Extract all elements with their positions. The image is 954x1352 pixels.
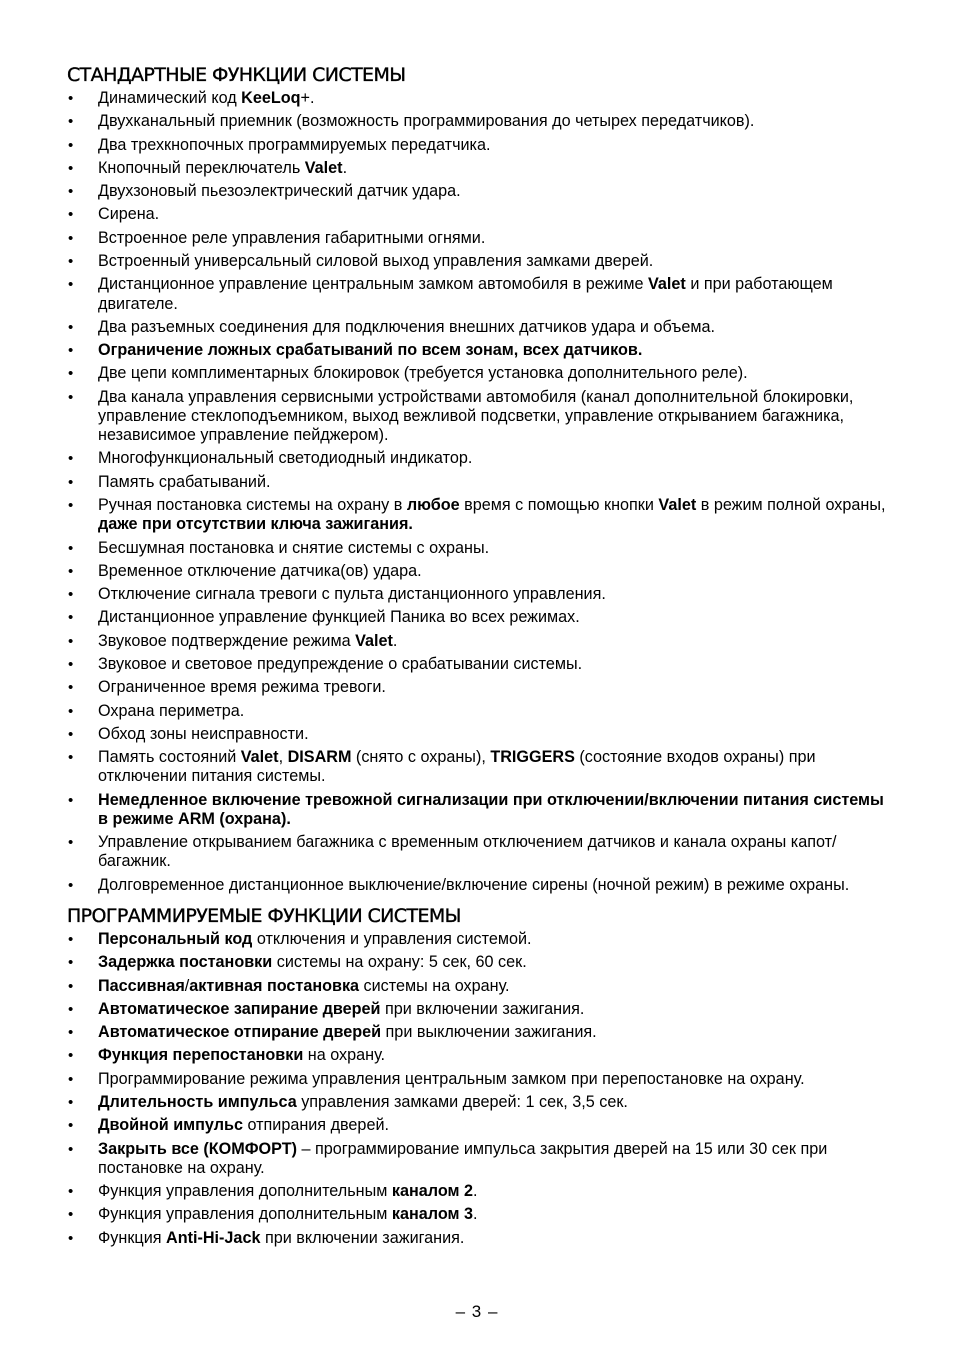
- list-item: [67, 341, 897, 360]
- item-text: и при работающем двигателе.: [98, 275, 833, 313]
- bullet-icon: •: [68, 586, 74, 604]
- list-item: [67, 449, 897, 468]
- item-text: системы на охрану.: [359, 976, 510, 995]
- bullet-icon: •: [68, 562, 74, 580]
- item-text: управления замками дверей: 1 сек, 3,5 сек.: [296, 1093, 628, 1112]
- item-text: .: [472, 1182, 478, 1201]
- bullet-icon: •: [68, 539, 74, 557]
- list-item: [67, 89, 897, 108]
- list-item: [67, 539, 897, 558]
- bold-text: Пассивная: [98, 976, 185, 995]
- list-item: [67, 496, 897, 534]
- section-title-programmable: ПРОГРАММИРУЕМЫЕ ФУНКЦИИ СИСТЕМЫ: [67, 904, 461, 927]
- item-text: Двухзоновый пьезоэлектрический датчик удара.: [98, 182, 461, 201]
- list-item: [67, 1070, 897, 1089]
- list-item: [67, 136, 897, 155]
- item-text: .: [392, 631, 398, 650]
- bullet-icon: •: [68, 656, 74, 674]
- bold-text: каналом 2: [391, 1182, 473, 1201]
- item-text: Бесшумная постановка и снятие системы с охраны.: [98, 538, 490, 557]
- item-text: – программирование импульса закрытия дверей на 15 или 30 сек при постановке на охрану.: [98, 1139, 828, 1177]
- list-item: [67, 1093, 897, 1112]
- item-text: Функция: [98, 1228, 166, 1247]
- bullet-icon: •: [68, 1024, 74, 1042]
- list-item: [67, 229, 897, 248]
- bullet-icon: •: [68, 1183, 74, 1201]
- bullet-icon: •: [68, 113, 74, 131]
- list-item: [67, 833, 897, 871]
- bold-text: даже при отсутствии ключа зажигания.: [98, 515, 413, 534]
- bold-text: Valet: [240, 748, 279, 767]
- bold-text: Длительность импульса: [98, 1093, 297, 1112]
- item-text: Управление открыванием багажника с временным отключением датчиков и канала охраны капот/багажник.: [98, 833, 837, 871]
- list-item: [67, 1046, 897, 1065]
- list-item: [67, 791, 897, 829]
- document-page: [67, 62, 897, 1252]
- bullet-icon: •: [68, 1000, 74, 1018]
- page-number: – 3 –: [455, 1302, 499, 1321]
- bold-text: Персональный код: [98, 929, 253, 948]
- list-item: [67, 1182, 897, 1201]
- bullet-icon: •: [68, 749, 74, 767]
- list-item: [67, 876, 897, 895]
- item-text: Двухканальный приемник (возможность программирования до четырех передатчиков).: [98, 112, 755, 131]
- item-text: при выключении зажигания.: [381, 1023, 597, 1042]
- item-text: +.: [300, 89, 315, 107]
- bold-text: Valet: [648, 275, 686, 294]
- list-item: [67, 608, 897, 627]
- bullet-icon: •: [68, 609, 74, 627]
- item-text: Дистанционное управление центральным замком автомобиля в режиме: [98, 275, 649, 294]
- item-text: Отключение сигнала тревоги с пульта дистанционного управления.: [98, 585, 606, 604]
- bullet-icon: •: [68, 702, 74, 720]
- list-item: [67, 678, 897, 697]
- bullet-icon: •: [68, 342, 74, 360]
- bullet-icon: •: [68, 834, 74, 852]
- bullet-icon: •: [68, 1047, 74, 1065]
- item-text: Встроенный универсальный силовой выход управления замками дверей.: [98, 252, 654, 271]
- item-text: Динамический код: [98, 89, 242, 107]
- item-text: при включении зажигания.: [260, 1228, 465, 1247]
- list-item: [67, 182, 897, 201]
- list-item: [67, 748, 897, 786]
- item-text: Функция управления дополнительным: [98, 1182, 392, 1201]
- bold-text: Valet: [658, 496, 697, 515]
- list-item: [67, 1229, 897, 1248]
- item-text: Встроенное реле управления габаритными огнями.: [98, 228, 486, 247]
- item-text: Звуковое и световое предупреждение о срабатывании системы.: [98, 655, 583, 674]
- bullet-icon: •: [68, 679, 74, 697]
- bullet-icon: •: [68, 450, 74, 468]
- bullet-icon: •: [68, 977, 74, 995]
- item-text: Кнопочный переключатель: [98, 158, 305, 177]
- programmable-features-list: [67, 930, 897, 1248]
- item-text: Сирена.: [98, 205, 160, 224]
- bold-text: Функция перепостановки: [98, 1046, 304, 1065]
- list-item: [67, 112, 897, 131]
- bold-text: DISARM: [287, 748, 352, 767]
- item-text: Две цепи комплиментарных блокировок (требуется установка дополнительного реле).: [98, 364, 748, 383]
- bullet-icon: •: [68, 725, 74, 743]
- item-text: Дистанционное управление функцией Паника во всех режимах.: [98, 608, 580, 627]
- item-text: отпирания дверей.: [242, 1116, 389, 1135]
- list-item: [67, 473, 897, 492]
- item-text: Временное отключение датчика(ов) удара.: [98, 561, 422, 580]
- list-item: [67, 388, 897, 446]
- item-text: Ограниченное время режима тревоги.: [98, 678, 386, 697]
- list-item: [67, 655, 897, 674]
- list-item: [67, 318, 897, 337]
- item-text: в режим полной охраны,: [696, 496, 886, 515]
- bullet-icon: •: [68, 930, 74, 948]
- list-item: [67, 275, 897, 313]
- item-text: Программирование режима управления центральным замком при перепостановке на охрану.: [98, 1069, 805, 1088]
- bullet-icon: •: [68, 1094, 74, 1112]
- bold-text: активная постановка: [189, 976, 360, 995]
- list-item: [67, 953, 897, 972]
- list-item: [67, 562, 897, 581]
- item-text: Два трехкнопочных программируемых передатчика.: [98, 135, 491, 154]
- bullet-icon: •: [68, 276, 74, 294]
- item-text: Обход зоны неисправности.: [98, 724, 309, 743]
- item-text: Функция управления дополнительным: [98, 1205, 392, 1224]
- bullet-icon: •: [68, 791, 74, 809]
- item-text: Ручная постановка системы на охрану в: [98, 496, 407, 515]
- item-text: Два канала управления сервисными устройствами автомобиля (канал дополнительной блокировки, управление стеклоподъемником, выход вежливой подсветки, управление открыванием багажника, независимое управление пейджером).: [98, 387, 854, 445]
- bullet-icon: •: [68, 183, 74, 201]
- bullet-icon: •: [68, 954, 74, 972]
- bold-text: Anti-Hi-Jack: [166, 1228, 261, 1247]
- bold-text: Закрыть все (КОМФОРТ): [98, 1139, 297, 1158]
- item-text: (снято с охраны),: [351, 748, 491, 767]
- bullet-icon: •: [68, 388, 74, 406]
- bullet-icon: •: [68, 876, 74, 894]
- bullet-icon: •: [68, 1206, 74, 1224]
- bullet-icon: •: [68, 90, 74, 107]
- item-text: Охрана периметра.: [98, 701, 245, 720]
- list-item: [67, 252, 897, 271]
- bullet-icon: •: [68, 159, 74, 177]
- bullet-icon: •: [68, 1117, 74, 1135]
- bold-text: Valet: [304, 158, 343, 177]
- list-item: [67, 977, 897, 996]
- item-text: Звуковое подтверждение режима: [98, 631, 356, 650]
- bold-text: Valet: [355, 631, 393, 650]
- bold-text: TRIGGERS: [490, 748, 575, 767]
- list-item: [67, 159, 897, 178]
- list-item: [67, 725, 897, 744]
- list-item: [67, 1205, 897, 1224]
- item-text: время с помощью кнопки: [459, 496, 659, 515]
- item-text: (состояние входов охраны) при отключении питания системы.: [98, 748, 816, 786]
- list-item: [67, 1116, 897, 1135]
- bullet-icon: •: [68, 229, 74, 247]
- bullet-icon: •: [68, 253, 74, 271]
- bullet-icon: •: [68, 1140, 74, 1158]
- list-item: [67, 930, 897, 949]
- bullet-icon: •: [68, 497, 74, 515]
- item-text: Память срабатываний.: [98, 472, 271, 491]
- bullet-icon: •: [68, 365, 74, 383]
- bold-text: KeeLoq: [241, 89, 301, 107]
- item-text: на охрану.: [303, 1046, 386, 1065]
- bold-text: Автоматическое отпирание дверей: [98, 1023, 382, 1042]
- item-text: Память состояний: [98, 748, 241, 767]
- bold-text: каналом 3: [391, 1205, 473, 1224]
- list-item: [67, 632, 897, 651]
- bullet-icon: •: [68, 206, 74, 224]
- bullet-icon: •: [68, 1229, 74, 1247]
- standard-features-list: [67, 89, 897, 895]
- bold-text: Задержка постановки: [98, 953, 273, 972]
- bold-text: Автоматическое запирание дверей: [98, 999, 381, 1018]
- list-item: [67, 364, 897, 383]
- item-text: Многофункциональный светодиодный индикатор.: [98, 449, 473, 468]
- item-text: ,: [278, 748, 288, 767]
- item-text: /: [184, 976, 190, 995]
- item-text: .: [472, 1205, 478, 1224]
- bullet-icon: •: [68, 632, 74, 650]
- item-text: Долговременное дистанционное выключение/включение сирены (ночной режим) в режиме охраны.: [98, 875, 850, 894]
- item-text: Два разъемных соединения для подключения внешних датчиков удара и объема.: [98, 317, 715, 336]
- bold-text: Немедленное включение тревожной сигнализации при отключении/включении питания системы в режиме ARM (охрана).: [98, 790, 884, 828]
- list-item: [67, 1023, 897, 1042]
- item-text: .: [342, 158, 348, 177]
- list-item: [67, 1140, 897, 1178]
- list-item: [67, 585, 897, 604]
- item-text: системы на охрану: 5 сек, 60 сек.: [272, 953, 527, 972]
- bold-text: любое: [406, 496, 460, 515]
- bold-text: Двойной импульс: [98, 1116, 243, 1135]
- bullet-icon: •: [68, 136, 74, 154]
- section-title-standard: СТАНДАРТНЫЕ ФУНКЦИИ СИСТЕМЫ: [67, 64, 406, 86]
- bullet-icon: •: [68, 473, 74, 491]
- bullet-icon: •: [68, 318, 74, 336]
- bullet-icon: •: [68, 1070, 74, 1088]
- item-text: отключения и управления системой.: [252, 929, 532, 948]
- item-text: при включении зажигания.: [380, 999, 585, 1018]
- bold-text: Ограничение ложных срабатываний по всем зонам, всех датчиков.: [98, 341, 643, 360]
- list-item: [67, 205, 897, 224]
- list-item: [67, 1000, 897, 1019]
- list-item: [67, 702, 897, 721]
